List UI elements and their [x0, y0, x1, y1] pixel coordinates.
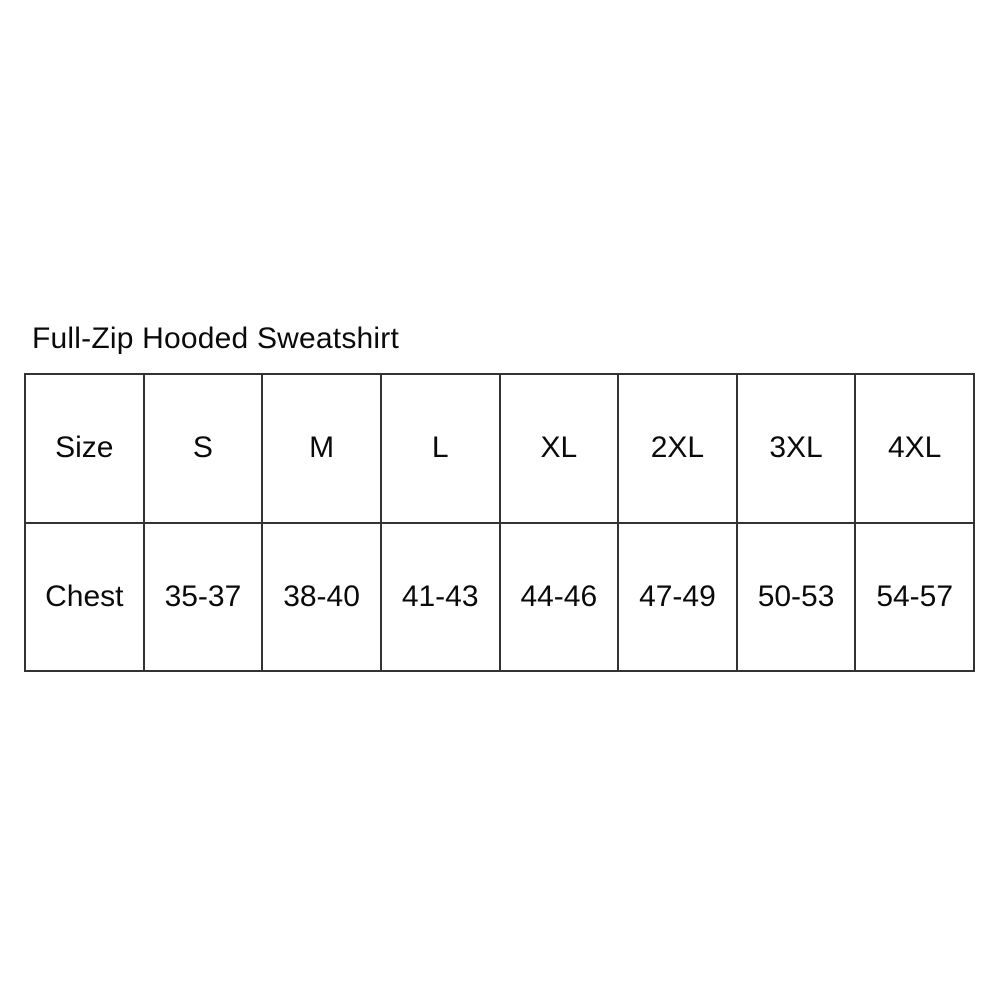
chest-cell-l: 41-43: [381, 523, 500, 672]
chest-cell-2xl: 47-49: [618, 523, 737, 672]
size-cell-3xl: 3XL: [737, 374, 856, 523]
chest-cell-xl: 44-46: [500, 523, 619, 672]
table-row-size: [25, 374, 974, 523]
chest-cell-s: 35-37: [144, 523, 263, 672]
size-cell-m: M: [262, 374, 381, 523]
size-chart-title: Full-Zip Hooded Sweatshirt: [32, 322, 400, 355]
size-cell-4xl: 4XL: [855, 374, 974, 523]
size-cell-2xl: 2XL: [618, 374, 737, 523]
size-chart-table-body: [25, 374, 974, 671]
chest-cell-4xl: 54-57: [855, 523, 974, 672]
size-cell-l: L: [381, 374, 500, 523]
size-row-header-cell: Size: [25, 374, 144, 523]
size-chart-table: [24, 373, 975, 672]
chest-cell-3xl: 50-53: [737, 523, 856, 672]
size-cell-s: S: [144, 374, 263, 523]
chest-row-header-cell: Chest: [25, 523, 144, 672]
chest-cell-m: 38-40: [262, 523, 381, 672]
size-cell-xl: XL: [500, 374, 619, 523]
table-row-chest: [25, 523, 974, 672]
